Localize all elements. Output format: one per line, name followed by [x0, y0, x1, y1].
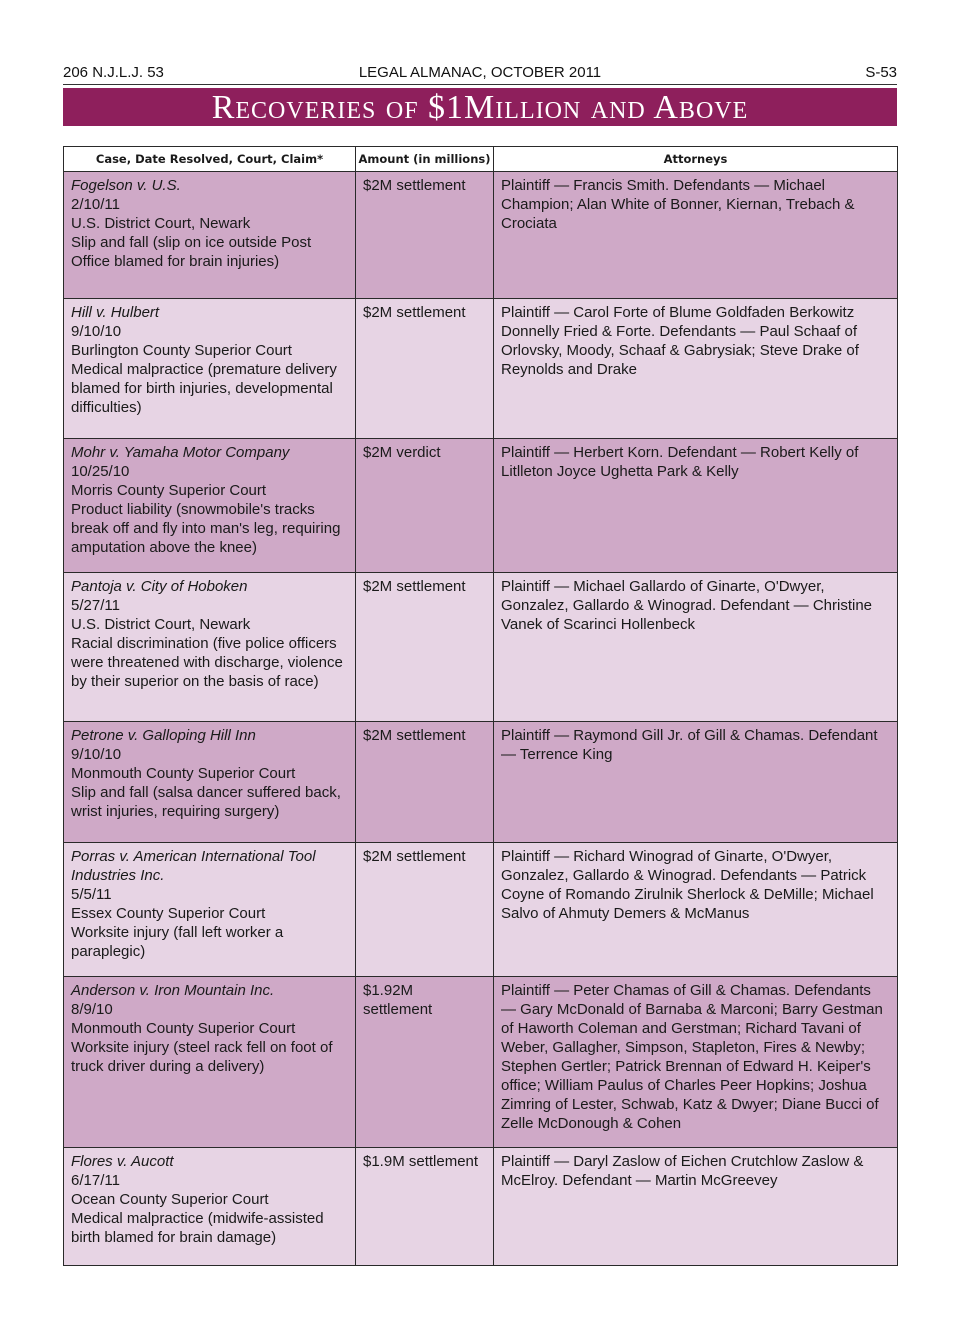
case-date: 6/17/11: [71, 1172, 120, 1189]
case-date: 9/10/10: [71, 323, 122, 340]
attorneys-cell: Plaintiff — Peter Chamas of Gill & Chamas. Defendants — Gary McDonald of Barnaba & Marconi; Barry Gestman of Haworth Coleman and Gerstman; Richard Tavani of Weber, Gallagher, Simpson, Stapleton, Fires & Newby; Stephen Gertler; Patrick Brennan of Edward H. Keiper's office; William Paulus of Charles Peer Hopkins; Joshua Zimring of Lester, Schwab, Katz & Dwyer; Diane Bucci of Zelle McDonough & Cohen: [494, 977, 898, 1148]
case-claim: Product liability (snowmobile's tracks break off and fly into man's leg, requiring amputation above the knee): [71, 501, 341, 556]
case-name: Porras v. American International Tool Industries Inc.: [71, 848, 316, 884]
case-cell: [64, 1148, 356, 1266]
case-cell: [64, 977, 356, 1148]
case-claim: Medical malpractice (midwife-assisted birth blamed for brain damage): [71, 1210, 324, 1246]
amount-cell: $1.9M settlement: [356, 1148, 494, 1266]
case-court: Monmouth County Superior Court: [71, 1020, 296, 1037]
case-date: 5/5/11: [71, 886, 112, 903]
table-row: [64, 977, 898, 1148]
attorneys-cell: Plaintiff — Raymond Gill Jr. of Gill & Chamas. Defendant — Terrence King: [494, 722, 898, 843]
case-date: 2/10/11: [71, 196, 120, 213]
case-date: 10/25/10: [71, 463, 130, 480]
case-cell: [64, 843, 356, 977]
case-cell: [64, 439, 356, 573]
amount-cell: $2M settlement: [356, 573, 494, 722]
amount-cell: $2M verdict: [356, 439, 494, 573]
amount-cell: $2M settlement: [356, 172, 494, 299]
attorneys-cell: Plaintiff — Michael Gallardo of Ginarte, O'Dwyer, Gonzalez, Gallardo & Winograd. Defendant — Christine Vanek of Scarinci Hollenbeck: [494, 573, 898, 722]
attorneys-cell: Plaintiff — Herbert Korn. Defendant — Robert Kelly of Litlleton Joyce Ughetta Park & Kelly: [494, 439, 898, 573]
table-row: [64, 299, 898, 439]
column-header-amount: Amount (in millions): [356, 147, 494, 172]
case-cell: [64, 573, 356, 722]
section-banner: Recoveries of $1Million and Above: [63, 88, 897, 126]
case-claim: Medical malpractice (premature delivery blamed for birth injuries, developmental difficulties): [71, 361, 337, 416]
case-claim: Slip and fall (salsa dancer suffered back, wrist injuries, requiring surgery): [71, 784, 341, 820]
case-date: 5/27/11: [71, 597, 120, 614]
case-name: Pantoja v. City of Hoboken: [71, 578, 248, 595]
amount-cell: $1.92M settlement: [356, 977, 494, 1148]
case-name: Mohr v. Yamaha Motor Company: [71, 444, 290, 461]
attorneys-cell: Plaintiff — Daryl Zaslow of Eichen Crutchlow Zaslow & McElroy. Defendant — Martin McGreevey: [494, 1148, 898, 1266]
table-row: [64, 172, 898, 299]
case-date: 9/10/10: [71, 746, 122, 763]
amount-cell: $2M settlement: [356, 722, 494, 843]
column-header-attorneys: Attorneys: [494, 147, 898, 172]
table-row: [64, 1148, 898, 1266]
page-number: S-53: [865, 64, 897, 81]
case-name: Fogelson v. U.S.: [71, 177, 181, 194]
header-rule: [63, 84, 897, 85]
publication-title: LEGAL ALMANAC, OCTOBER 2011: [358, 64, 602, 81]
case-date: 8/9/10: [71, 1001, 113, 1018]
case-court: Morris County Superior Court: [71, 482, 267, 499]
case-claim: Racial discrimination (five police officers were threatened with discharge, violence by their superior on the basis of race): [71, 635, 343, 690]
page-header: [63, 62, 897, 84]
case-claim: Slip and fall (slip on ice outside Post Office blamed for brain injuries): [71, 234, 312, 270]
case-name: Hill v. Hulbert: [71, 304, 160, 321]
table-row: [64, 573, 898, 722]
attorneys-cell: Plaintiff — Carol Forte of Blume Goldfaden Berkowitz Donnelly Fried & Forte. Defendants — Paul Schaaf of Orlovsky, Moody, Schaaf & Gabrysiak; Steve Drake of Reynolds and Drake: [494, 299, 898, 439]
case-name: Flores v. Aucott: [71, 1153, 174, 1170]
journal-citation: 206 N.J.L.J. 53: [63, 64, 164, 81]
table-row: [64, 439, 898, 573]
case-name: Petrone v. Galloping Hill Inn: [71, 727, 256, 744]
case-court: U.S. District Court, Newark: [71, 616, 251, 633]
recoveries-table: [63, 146, 898, 1266]
table-row: [64, 843, 898, 977]
table-header-row: [64, 147, 898, 172]
case-court: U.S. District Court, Newark: [71, 215, 251, 232]
case-court: Monmouth County Superior Court: [71, 765, 296, 782]
attorneys-cell: Plaintiff — Francis Smith. Defendants — Michael Champion; Alan White of Bonner, Kiernan, Trebach & Crociata: [494, 172, 898, 299]
case-court: Essex County Superior Court: [71, 905, 266, 922]
case-claim: Worksite injury (steel rack fell on foot of truck driver during a delivery): [71, 1039, 333, 1075]
amount-cell: $2M settlement: [356, 299, 494, 439]
amount-cell: $2M settlement: [356, 843, 494, 977]
case-name: Anderson v. Iron Mountain Inc.: [71, 982, 275, 999]
case-court: Burlington County Superior Court: [71, 342, 292, 359]
attorneys-cell: Plaintiff — Richard Winograd of Ginarte, O'Dwyer, Gonzalez, Gallardo & Winograd. Defendants — Patrick Coyne of Romando Zirulnik Sherlock & DeMille; Michael Salvo of Ahmuty Demers & McManus: [494, 843, 898, 977]
column-header-case: Case, Date Resolved, Court, Claim*: [64, 147, 356, 172]
case-court: Ocean County Superior Court: [71, 1191, 269, 1208]
case-claim: Worksite injury (fall left worker a paraplegic): [71, 924, 284, 960]
case-cell: [64, 172, 356, 299]
case-cell: [64, 299, 356, 439]
case-cell: [64, 722, 356, 843]
table-row: [64, 722, 898, 843]
